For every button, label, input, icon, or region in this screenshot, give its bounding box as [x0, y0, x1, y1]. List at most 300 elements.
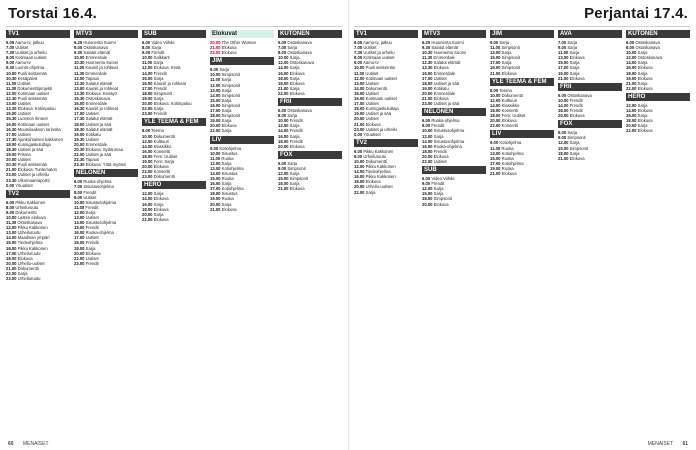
program-title: Uutiset ja sää — [85, 121, 112, 127]
channel-header: KUTONEN — [278, 30, 342, 38]
program-title: Urheiluruutu — [17, 230, 41, 236]
program-title: Elokuva — [289, 186, 305, 192]
program-listing — [422, 159, 486, 164]
program-time: 12.00 — [142, 138, 153, 144]
program-title: Tapaus — [85, 75, 100, 81]
program-title: Uutiset ja urheilu — [363, 50, 395, 56]
page-footer — [8, 441, 49, 447]
program-time: 22.00 — [490, 123, 501, 129]
program-time: 23.00 — [142, 111, 153, 117]
program-title: Simpsonit — [569, 145, 589, 151]
program-title: Sarja — [637, 123, 648, 129]
program-time: 15.00 — [142, 75, 153, 81]
program-title: Puoli seitsemän — [17, 162, 48, 168]
program-title: Frendit — [289, 138, 303, 144]
channel-header: JIM — [210, 57, 274, 65]
schedule-column — [210, 28, 274, 436]
program-time: 19.00 — [142, 96, 153, 102]
program-title: Sarja — [289, 75, 300, 81]
program-title: Video Viihde — [151, 40, 175, 45]
program-title: Sarja — [221, 201, 232, 207]
program-time: 20.00 — [422, 201, 433, 207]
program-title: Ulkomaanraportti — [17, 177, 50, 183]
program-listing — [354, 132, 418, 137]
program-time: 8.00 — [278, 113, 287, 119]
program-title: Salatut elämät — [433, 60, 461, 66]
program-time: 20.00 — [142, 164, 153, 170]
program-title: Sarja — [221, 108, 232, 114]
program-title: Sarja — [221, 77, 232, 83]
program-time: 20.00 — [142, 101, 153, 107]
program-title: Aamu-tv, jatkuu — [363, 40, 392, 45]
program-time: 11.00 — [74, 204, 85, 210]
program-listing — [210, 50, 274, 55]
program-time: 8.00 — [490, 87, 499, 93]
program-title: Ruoka — [221, 196, 234, 202]
program-title: Elokuva — [153, 216, 169, 222]
program-time: 7.30 — [6, 50, 15, 56]
program-title: Uutiset — [433, 158, 447, 164]
program-time: 20.00 — [142, 211, 153, 217]
program-title: Urheiluruutu — [17, 276, 41, 282]
program-time: 16.00 — [354, 174, 365, 180]
program-time: 17.00 — [490, 60, 501, 66]
program-title: Puoli seitsemän — [17, 70, 48, 76]
program-time: 9.00 — [558, 135, 567, 141]
program-title: Kotikatu — [433, 85, 449, 91]
program-time: 16.00 — [210, 181, 221, 187]
program-time: 18.00 — [422, 80, 433, 86]
program-time: 18.00 — [354, 179, 365, 185]
program-time: 19.00 — [6, 152, 17, 158]
program-title: Sarja — [499, 40, 510, 45]
program-title: Pikku Kakkonen — [15, 199, 46, 205]
program-time: 16.00 — [210, 102, 221, 108]
program-time: 19.30 — [74, 136, 85, 142]
program-time: 12.00 — [422, 186, 433, 192]
program-title: Sarja — [287, 113, 298, 119]
channel-header: LIV — [490, 130, 554, 138]
program-title: Kotimaan uutiset — [363, 55, 395, 61]
program-title: Ostoskanava — [289, 60, 315, 66]
program-listing — [558, 156, 622, 161]
program-title: Urheiluruutu — [17, 250, 41, 256]
program-time: 22.00 — [142, 216, 153, 222]
program-time: 8.00 — [6, 204, 15, 210]
program-title: Kotimaan uutiset — [15, 55, 47, 61]
program-title: Sarja — [569, 65, 580, 71]
program-title: Frendit — [153, 70, 167, 76]
program-title: Tiedeohjelma — [365, 169, 391, 175]
program-time: 13.00 — [6, 101, 17, 107]
program-time: 6.00 — [6, 199, 15, 205]
program-title: Elokuva — [637, 65, 653, 71]
program-title: Uutiset — [17, 101, 31, 107]
program-title: Elokuva: Tuntematon — [17, 167, 57, 173]
program-title: Sarja — [569, 70, 580, 76]
program-time: 18.00 — [278, 138, 289, 144]
program-title: Huomenta Suomi — [83, 40, 116, 45]
program-time: 12.00 — [6, 225, 17, 231]
program-title: Klassikko — [501, 102, 520, 108]
schedule-column — [626, 28, 690, 436]
program-title: Uutiset — [365, 116, 379, 122]
program-time: 11.00 — [490, 145, 501, 151]
program-title: Yöuutiset — [15, 182, 33, 188]
program-time: 15.00 — [278, 176, 289, 182]
program-title: Elokuva — [637, 85, 653, 91]
program-title: Urheiluruutu — [363, 153, 387, 159]
program-time: 8.00 — [74, 189, 83, 195]
program-time: 6.25 — [422, 40, 431, 45]
program-time: 14.00 — [142, 70, 153, 76]
channel-header: TV1 — [6, 30, 70, 38]
program-title: Elokuva — [289, 70, 305, 76]
program-title: Emmerdale — [85, 55, 108, 61]
program-time: 10.00 — [422, 128, 433, 134]
program-listing — [422, 101, 486, 106]
program-time: 12.00 — [74, 209, 85, 215]
program-title: Ruoka-ohjelma — [83, 179, 112, 185]
program-title: Sarja — [289, 65, 300, 71]
program-time: 15.00 — [354, 90, 365, 96]
program-title: Uutiset — [85, 215, 99, 220]
program-time: 7.00 — [74, 184, 83, 190]
program-title: Tiedeohjelma — [17, 240, 43, 246]
program-time: 9.00 — [490, 40, 499, 45]
program-time: 11.30 — [74, 70, 85, 76]
program-title: Video Viihde — [431, 176, 455, 182]
program-title: Ruoka-ohjelma — [433, 143, 462, 149]
program-title: Frendit — [85, 225, 99, 231]
channel-header: HERO — [142, 181, 206, 189]
program-time: 13.30 — [74, 90, 85, 96]
program-title: Simpsonit — [221, 92, 241, 98]
program-time: 17.00 — [422, 75, 433, 81]
program-title: Frendit — [289, 118, 303, 124]
program-title: Elokuva — [637, 75, 653, 81]
program-title: Ajankohtainen kakkonen — [17, 136, 64, 142]
program-time: 14.00 — [210, 170, 221, 176]
program-time: 13.00 — [354, 80, 365, 86]
program-time: 16.00 — [278, 70, 289, 76]
program-time: 17.00 — [490, 160, 501, 166]
program-title: Konsertti — [153, 169, 171, 175]
program-time: 19.00 — [210, 196, 221, 202]
program-time: 17.00 — [354, 101, 365, 107]
program-time: 12.00 — [558, 140, 569, 146]
program-time: 12.00 — [210, 160, 221, 166]
program-title: Kauniit ja rohkeat — [153, 80, 187, 86]
program-listing — [142, 217, 206, 222]
program-title: Sisustusohjelma — [83, 184, 114, 190]
program-time: 20.00 — [626, 123, 637, 129]
program-title: Elokuva: Yötä myöten — [85, 162, 127, 168]
site-name: MENAISET — [647, 441, 674, 447]
program-title: Uutiset — [17, 80, 31, 86]
channel-header: Elokuvat — [210, 30, 274, 38]
program-time: 18.00 — [278, 75, 289, 81]
program-title: Sarja — [153, 96, 164, 102]
program-time: 14.00 — [490, 102, 501, 108]
program-listing — [626, 128, 690, 133]
program-time: 20.00 — [6, 260, 17, 266]
program-title: Ostoskanava — [287, 50, 312, 56]
program-time: 19.00 — [354, 111, 365, 117]
program-time: 17.00 — [6, 131, 17, 137]
program-title: Dokumentti — [365, 158, 387, 164]
program-time: 15.00 — [210, 176, 221, 182]
program-time: 16.00 — [142, 201, 153, 207]
program-time: 14.00 — [354, 169, 365, 175]
program-listing — [6, 183, 70, 188]
program-title: Sisustusohjelma — [433, 138, 465, 144]
program-title: Uutiset — [17, 131, 31, 137]
program-title: Sarja — [17, 271, 28, 277]
program-title: Ostoskanava — [287, 40, 312, 45]
program-title: Elokuva — [153, 206, 169, 212]
program-title: Elokuva — [637, 118, 653, 124]
program-title: Simpsonit — [433, 196, 453, 202]
program-time: 11.00 — [74, 65, 85, 71]
program-title: Kauniit ja rohkeat — [85, 85, 119, 91]
program-time: 18.00 — [558, 108, 569, 114]
program-time: 20.00 — [210, 201, 221, 207]
program-title: Emmerdale — [433, 90, 456, 96]
program-title: Dokumentti — [365, 85, 387, 91]
program-title: Frendit — [85, 204, 99, 210]
program-listing — [142, 111, 206, 116]
program-title: Simpsonit — [289, 176, 309, 182]
program-title: Emmerdale — [85, 70, 107, 76]
schedule-column — [278, 28, 342, 436]
program-title: Aamu-tv — [15, 60, 31, 66]
program-title: Elokuva — [365, 121, 381, 127]
program-time: 22.00 — [626, 85, 637, 91]
channel-header: TV2 — [6, 190, 70, 198]
program-time: 19.00 — [490, 165, 501, 171]
channel-header: MTV3 — [74, 30, 138, 38]
program-time: 18.00 — [278, 181, 289, 187]
channel-header: NELONEN — [74, 169, 138, 177]
program-title: Simpsonit — [221, 102, 241, 108]
program-time: 23.00 — [354, 126, 365, 132]
program-title: Elokuva — [221, 123, 237, 129]
program-title: Sarja — [221, 181, 232, 187]
program-title: Elokuva — [289, 143, 305, 149]
program-time: 23.00 — [422, 101, 433, 107]
program-title: Teema — [499, 87, 512, 93]
program-title: Simpsonit — [221, 113, 241, 119]
program-title: Sarja — [433, 191, 444, 197]
program-title: Ruoka — [221, 176, 234, 182]
program-title: Sarja — [637, 80, 648, 86]
program-time: 12.00 — [626, 55, 637, 61]
program-title: Uutiset ja sää — [365, 111, 392, 117]
program-time: 9.00 — [422, 181, 431, 187]
program-listing — [626, 86, 690, 91]
program-time: 15.00 — [74, 225, 85, 231]
program-title: Ostoskanava — [635, 40, 660, 45]
program-time: 6.00 — [558, 130, 567, 136]
channel-header: JIM — [490, 30, 554, 38]
program-title: Uutiset ja urheilu — [17, 172, 49, 178]
program-title: Uutiset ja urheilu — [365, 126, 397, 132]
program-title: Elokuva — [221, 50, 237, 56]
program-title: Sarja — [433, 186, 444, 192]
program-time: 17.00 — [558, 65, 569, 71]
program-title: Yöuutiset — [363, 131, 381, 137]
program-title: Sarja — [567, 40, 578, 45]
program-title: Frendit — [569, 108, 583, 114]
program-title: Frendit — [151, 50, 165, 56]
program-title: Uutiset — [17, 157, 31, 163]
program-title: Kotiohjelma — [221, 165, 244, 171]
program-time: 18.00 — [6, 255, 17, 261]
program-time: 17.30 — [74, 116, 85, 122]
program-time: 6.00 — [142, 40, 151, 45]
program-time: 22.00 — [142, 169, 153, 175]
schedule-column — [74, 28, 138, 436]
program-time: 20.00 — [422, 90, 433, 96]
schedule-columns — [354, 28, 690, 436]
program-time: 21.00 — [354, 121, 365, 127]
program-title: Kuningaskuluttaja — [365, 106, 399, 112]
program-time: 16.00 — [142, 80, 153, 86]
program-time: 17.00 — [210, 186, 221, 192]
channel-header: YLE TEEMA & FEM — [142, 118, 206, 126]
program-time: 12.00 — [354, 164, 365, 170]
program-title: Sarja — [501, 60, 512, 66]
program-time: 19.00 — [210, 118, 221, 124]
program-time: 18.00 — [422, 148, 433, 154]
program-title: Sarja — [501, 50, 512, 56]
channel-header: KUTONEN — [626, 30, 690, 38]
program-time: 18.00 — [6, 141, 17, 147]
program-time: 21.00 — [558, 155, 569, 161]
program-time: 18.00 — [626, 70, 637, 76]
page-footer — [648, 441, 688, 447]
program-title: Prisma — [17, 152, 31, 158]
program-title: Elokuva: Kotiinpaluu — [17, 106, 56, 112]
program-title: Ruoka — [501, 145, 514, 151]
program-time: 17.30 — [6, 136, 17, 142]
program-title: Uutiset — [365, 70, 379, 76]
program-title: Sarja — [289, 55, 300, 61]
program-listing — [354, 190, 418, 195]
program-title: Emmerdale — [433, 55, 455, 61]
program-listing — [142, 174, 206, 179]
program-title: Klassikko — [153, 143, 172, 149]
program-time: 11.30 — [422, 55, 433, 61]
program-time: 20.00 — [210, 40, 221, 45]
program-time: 18.00 — [74, 121, 85, 127]
program-title: Kuningaskuluttaja — [17, 141, 51, 147]
program-title: Uutiset — [365, 101, 379, 107]
program-time: 16.00 — [626, 113, 637, 119]
program-title: Ostoskanava — [85, 96, 111, 102]
program-title: Frendit — [83, 189, 97, 195]
program-time: 18.00 — [558, 150, 569, 156]
program-title: Elokuva — [433, 201, 449, 207]
schedule-columns — [6, 28, 342, 436]
program-time: 9.00 — [210, 67, 219, 73]
program-time: 6.00 — [422, 118, 431, 124]
program-title: Simpsonit — [221, 72, 241, 78]
program-time: 13.00 — [490, 150, 501, 156]
program-title: Sarja — [219, 67, 230, 73]
program-title: Elokuva — [569, 155, 585, 161]
program-title: Uutiset — [15, 45, 29, 51]
program-title: Uutiset — [85, 136, 99, 142]
program-title: Emmerdale — [85, 101, 108, 107]
program-time: 9.30 — [422, 45, 431, 51]
program-title: Lasten elokuva — [17, 215, 46, 220]
program-title: Frendit — [153, 111, 167, 117]
program-time: 20.00 — [490, 118, 501, 124]
right-page — [348, 0, 696, 450]
program-title: Elokuva — [433, 65, 449, 71]
program-listing — [490, 71, 554, 76]
program-time: 12.00 — [278, 60, 289, 66]
program-time: 12.00 — [278, 123, 289, 129]
program-time: 21.00 — [210, 206, 221, 212]
program-title: Elokuva — [17, 255, 33, 261]
program-title: Salkkarit — [153, 55, 170, 61]
program-title: Kotimaan uutiset — [365, 75, 397, 81]
program-title: Salatut elämät — [85, 126, 113, 132]
program-time: 22.00 — [422, 158, 433, 164]
program-time: 9.00 — [354, 60, 363, 66]
program-title: Kotimaan uutiset — [365, 96, 397, 102]
program-time: 6.00 — [278, 160, 287, 166]
program-time: 14.00 — [626, 108, 637, 114]
program-time: 15.00 — [558, 60, 569, 66]
program-title: Elokuva — [501, 118, 517, 124]
program-listing — [210, 128, 274, 133]
program-title: Pikku Kakkonen — [365, 174, 396, 180]
program-title: Fem: Uutiset — [501, 113, 526, 119]
program-time: 16.30 — [6, 126, 17, 132]
program-time: 8.00 — [626, 45, 635, 51]
program-title: Sarja — [289, 133, 300, 139]
program-title: Frendit — [569, 97, 583, 103]
program-title: Sarja — [153, 191, 164, 197]
program-title: Kesäpäivä — [17, 75, 38, 81]
program-title: Puoli seitsemän — [365, 65, 396, 71]
program-title: Frendit — [85, 240, 99, 246]
program-time: 20.00 — [6, 157, 17, 163]
program-title: Salatut elämät — [431, 45, 459, 51]
program-title: Sarja — [221, 160, 232, 166]
program-title: Urheilu-uutiset — [17, 260, 45, 266]
program-time: 12.30 — [422, 60, 433, 66]
program-time: 8.00 — [422, 123, 431, 129]
schedule-column — [142, 28, 206, 436]
program-time: 11.00 — [210, 155, 221, 161]
program-time: 7.00 — [6, 45, 15, 51]
program-title: Elokuva — [365, 179, 381, 185]
program-title: Kotikatu — [85, 131, 101, 137]
day-title: Perjantai 17.4. — [584, 5, 688, 22]
program-time: 22.00 — [210, 50, 221, 56]
program-title: Maailman ympäri — [17, 235, 50, 241]
program-time: 12.00 — [490, 97, 501, 103]
program-listing — [490, 171, 554, 176]
program-time: 15.00 — [210, 97, 221, 103]
program-time: 20.00 — [422, 153, 433, 159]
channel-header: FOX — [558, 120, 622, 128]
